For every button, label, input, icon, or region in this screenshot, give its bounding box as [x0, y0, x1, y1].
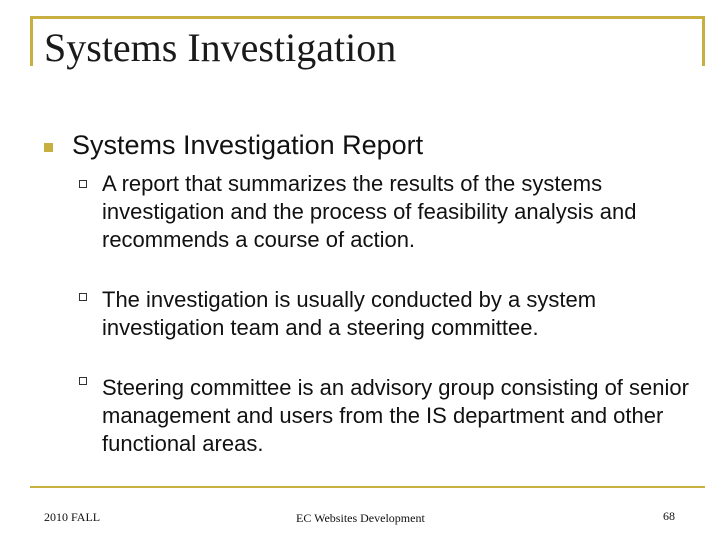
footer-course: EC Websites Development — [296, 511, 425, 525]
hollow-square-bullet-icon — [79, 377, 87, 385]
footer-date: 2010 FALL — [44, 510, 101, 524]
page-number: 68 — [663, 509, 675, 523]
slide-title: Systems Investigation — [44, 25, 397, 70]
square-bullet-icon — [44, 143, 53, 152]
subitem-1-text: A report that summarizes the results of the systems investigation and the process of feasibility analysis and recommends a course of action. — [102, 171, 637, 252]
subitem-3-text: Steering committee is an advisory group consisting of senior management and users from the IS department and other functional areas. — [102, 375, 689, 456]
hollow-square-bullet-icon — [79, 293, 87, 301]
hollow-square-bullet-icon — [79, 180, 87, 188]
title-frame-right-rule — [702, 16, 705, 66]
title-frame-left-rule — [30, 16, 33, 66]
title-frame-top-rule — [30, 16, 705, 19]
subitem-2-text: The investigation is usually conducted by a system investigation team and a steering committee. — [102, 287, 597, 340]
footer-rule — [30, 486, 705, 488]
bullet-heading: Systems Investigation Report — [72, 130, 424, 160]
